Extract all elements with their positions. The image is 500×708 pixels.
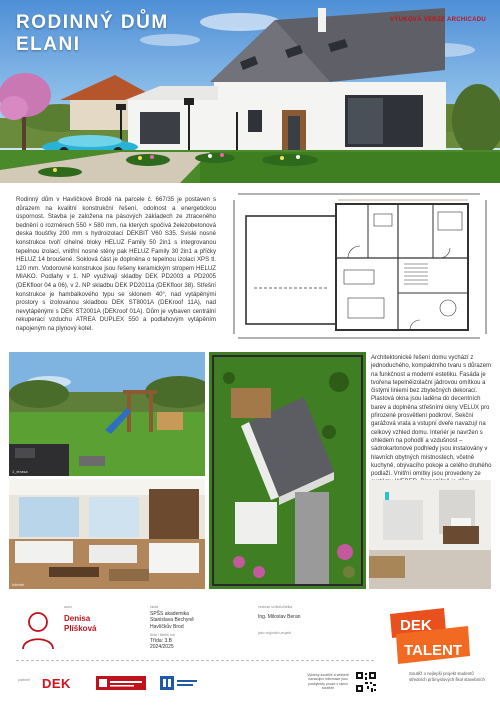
- aerial-render: [209, 352, 366, 589]
- author-label: autor: [64, 605, 72, 609]
- school-line-2: Stanislava Bechyně: [150, 617, 194, 624]
- school-label: škola: [150, 605, 159, 609]
- school-name: [150, 611, 194, 630]
- school-year: 2024/2025: [150, 644, 174, 651]
- title-line-2: ELANI: [16, 34, 81, 55]
- software-label: jako originální projekt: [258, 631, 292, 635]
- teacher-name: Ing. Miloslav Beran: [258, 614, 301, 620]
- school-line-1: SPŠS akademika: [150, 611, 189, 617]
- class-label: třída / školní rok: [150, 633, 175, 637]
- dek-talent-logo: [386, 608, 470, 664]
- bathroom-render: [369, 480, 491, 589]
- class-value: Třída: 3.B: [150, 638, 172, 644]
- dek-logo: DEK: [42, 676, 71, 691]
- garden-caption: 1_terasa: [12, 469, 28, 474]
- edition-badge: VÝUKOVÁ VERZE ARCHICADU: [389, 17, 486, 23]
- interior-caption: Interiér: [12, 582, 25, 587]
- dek-talent-description: Soutěž o nejlepší projekt studentů středních průmyslových škol stavebních: [409, 671, 485, 682]
- floor-plan-drawing: [228, 188, 492, 346]
- footer-divider: [16, 660, 374, 661]
- partner-logo-blue: [160, 676, 198, 690]
- author-last-name: Plíšková: [64, 624, 97, 633]
- interior-render: [9, 479, 205, 589]
- page-title: [16, 12, 169, 56]
- teacher-label: vedoucí učitel/učitelka: [258, 605, 293, 609]
- author-first-name: Denisa: [64, 614, 91, 623]
- class-info: [150, 638, 174, 651]
- school-line-3: Havlíčkův Brod: [150, 623, 184, 630]
- footer: [0, 600, 500, 708]
- garden-render: [9, 352, 205, 476]
- partners-label: partneři: [18, 678, 30, 682]
- partner-logo-red: [96, 676, 146, 690]
- qr-code-icon[interactable]: [355, 671, 377, 693]
- architecture-description: Architektonické řešení domu vychází z jednoduchého, kompaktního tvaru s důrazem na funkčnost a moderní estetiku. Fasáda je tvořena tepelněizolační jádrovou omítkou a čistými liniemi bez zbytečných dekorací. Plastová okna jsou laděna do decentních barev a doplněna střešními okny VELUX pro přirozené prosvětlení podkroví. Sekční garážová vrata a vstupní dveře navazují na celkový vzhled domu. Interiér je navržen s ohledem na pohodlí a vzdušnost – sádrokartonové podhledy jsou instalovány v hlavních obytných místnostech, včetně kuchyně, obývacího pokoje a celého druhého podlaží. Vnitřní omítky jsou provedeny ze: [371, 355, 492, 478]
- dek-talent-title: DEK: [400, 617, 432, 634]
- project-description: Rodinný dům v Havlíčkově Brodě na parcele č. 667/35 je postaven s důrazem na kvalitní konstrukční řešení, odolnost a energetickou úspornost. Stavba je založena na pásových základech ze ztraceného bednění o rozměrech 550 × 580 mm, na kterých spočívá železobetonová deska tloušťky 200 mm s hydroizolací DEKBIT V60 S35. Svislé nosné konstrukce tvoří cihelné bloky HELUZ Family 50 2in1 s integrovanou tepelnou izolací, vnitřní nosné stěny pak HELUZ Family 30 2in1 a příčky HELUZ 14 broušené. Soklová část je doplněna o tepelnou izolaci XPS tl. 120 mm. Vodorovné konstrukce jsou řešeny keramickým stropem HELUZ MIAKO. Podlahy v 1. NP využívají skladby DEK PD2003 a PD2005 (DEKfloor 04 a 06), v 2. NP skladbu DEK PD2011a (DEKfloor 38). Střešní konstrukce je hambalkového typu se sklonem 40°, nad vytápěnými prostory s izolovanou skladbou DEK ST8001A (DEKroof 11A), nad nevytápěnými s DEK ST2001A (DEKroof 01A). Dům je vybaven centrální rekuperací vzduchu ATREA DUPLEX 550 a podlahovým vytápěním napojeným na plynový kotel.: [16, 196, 216, 332]
- author-name: [64, 614, 96, 634]
- competition-note: Výkresy soutěže a veškeré navazující informace jsou poskytnuty pouze v rámci soutěže: [307, 673, 349, 691]
- dek-talent-subtitle: TALENT: [404, 642, 463, 659]
- title-line-1: RODINNÝ DŮM: [16, 12, 169, 33]
- author-icon: [21, 610, 55, 650]
- hero-render: [0, 0, 500, 183]
